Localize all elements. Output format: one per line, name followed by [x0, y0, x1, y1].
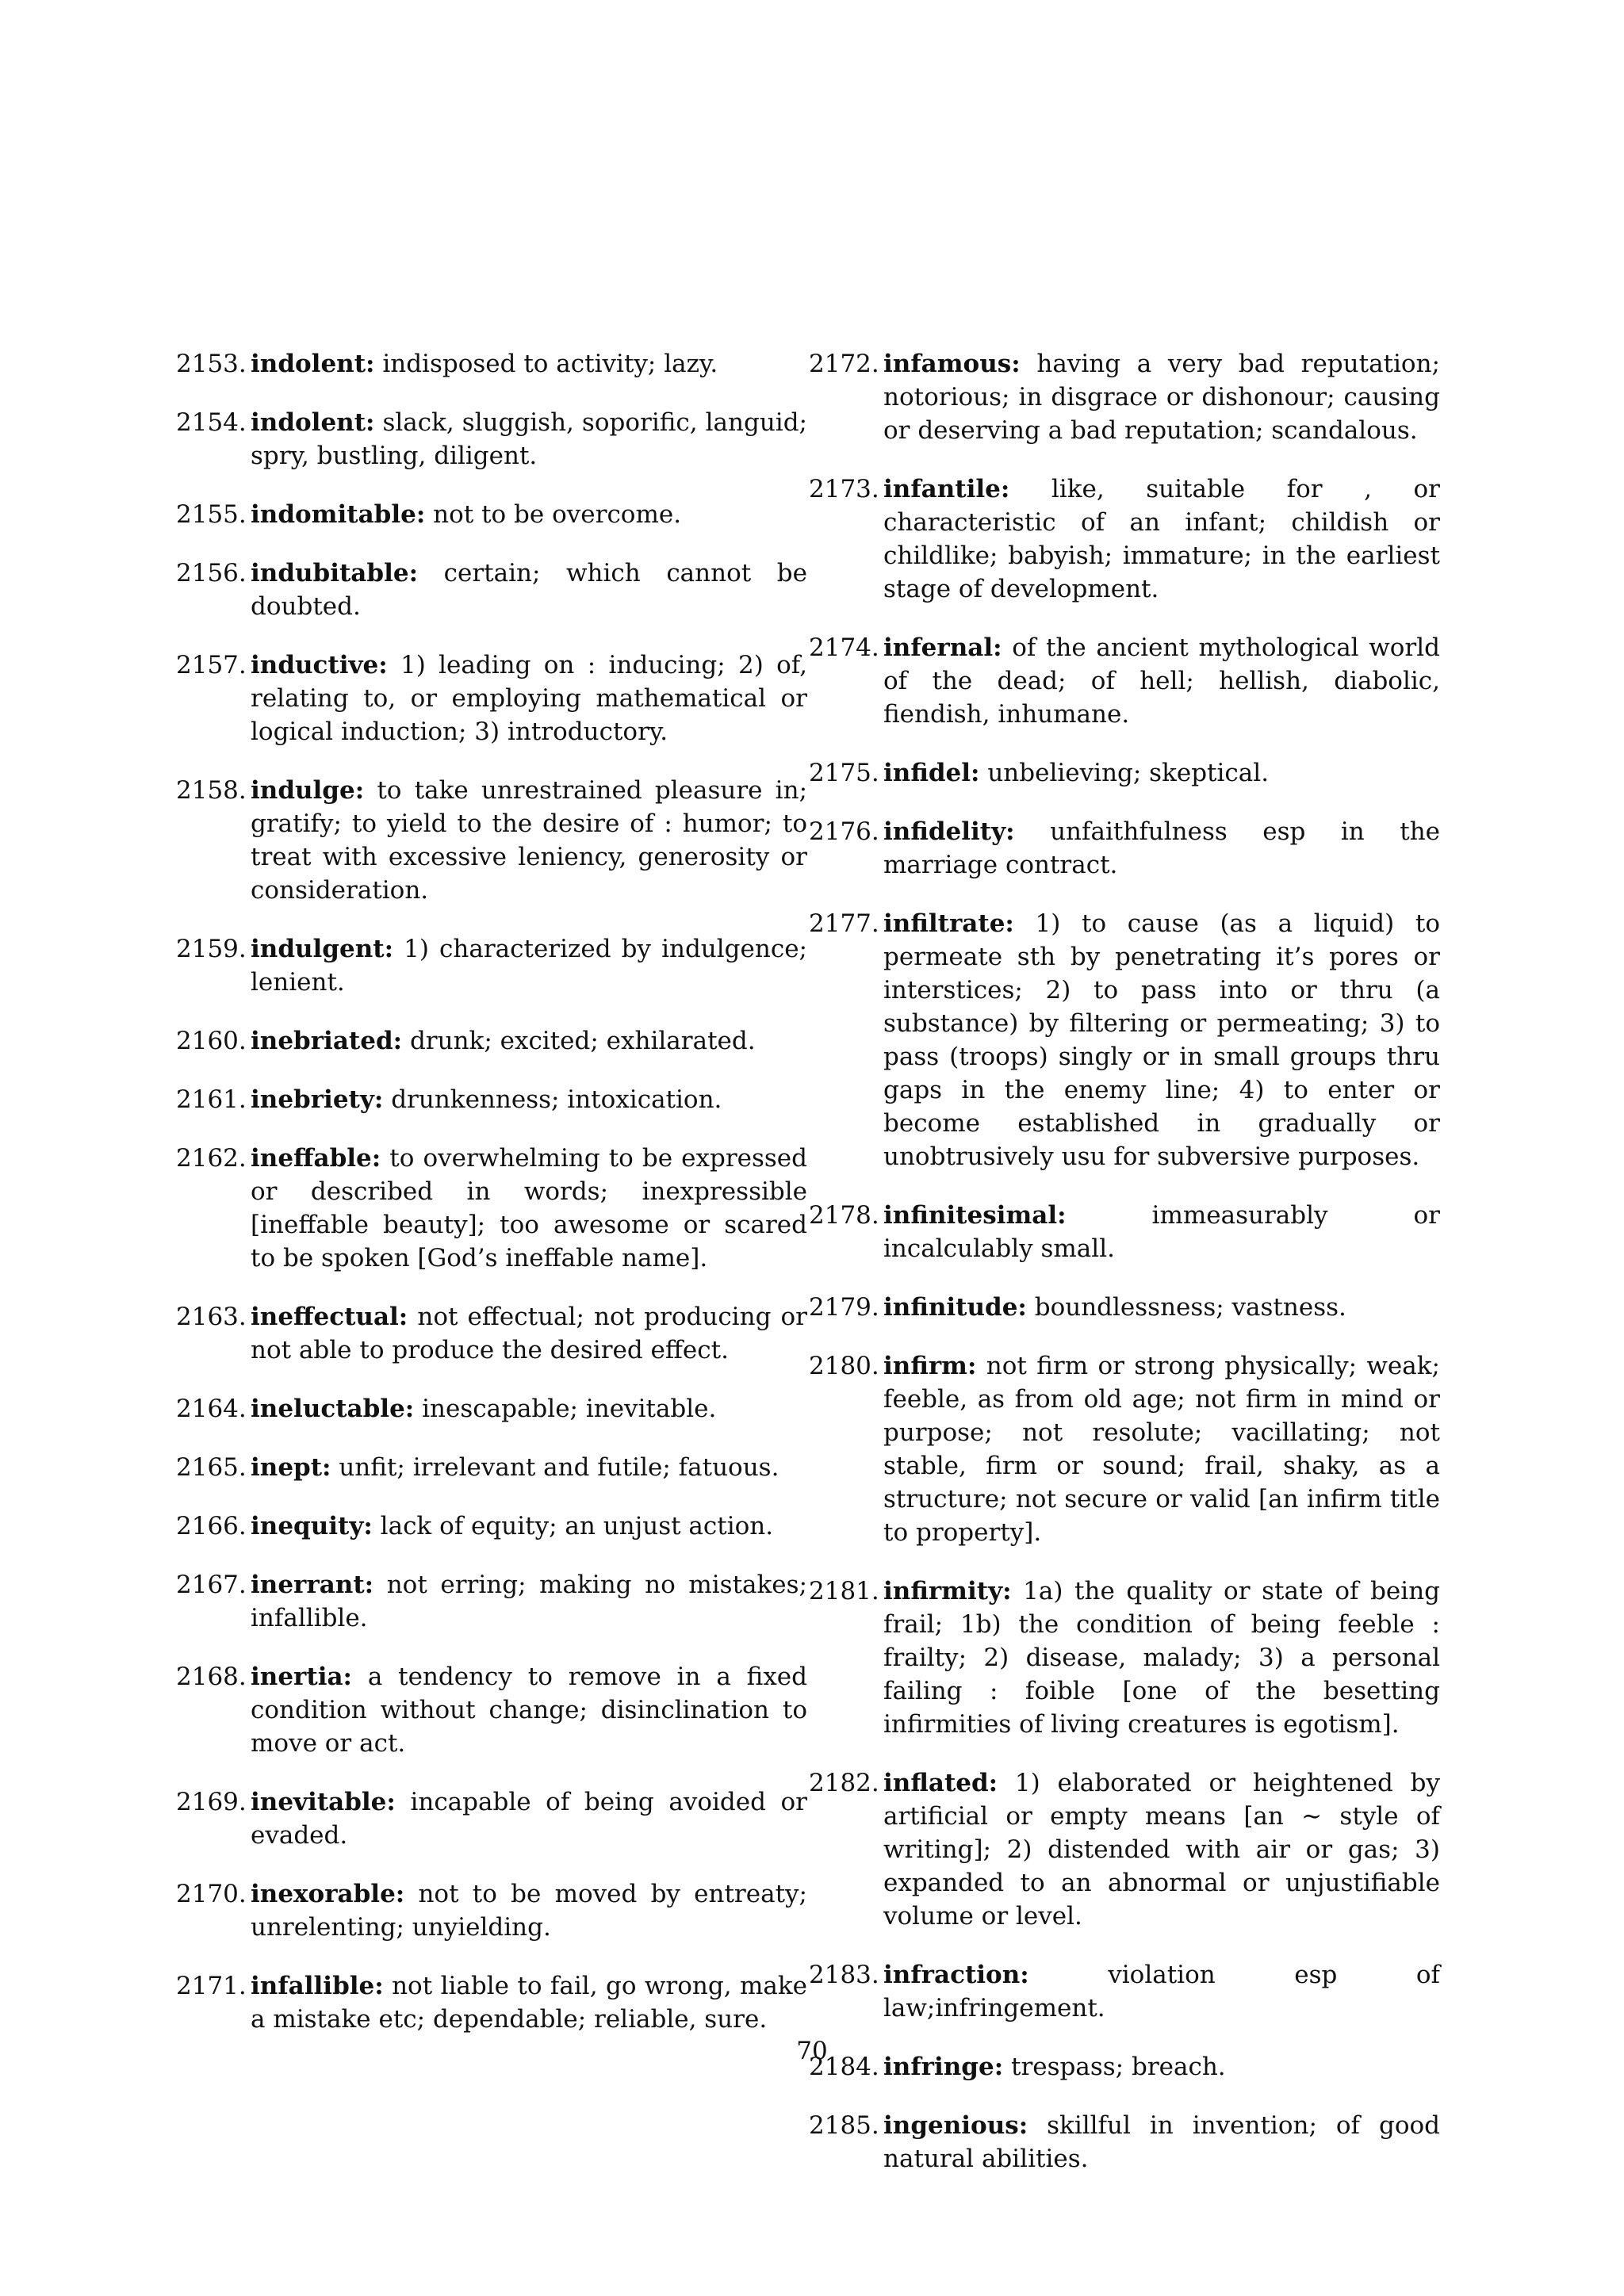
dictionary-entry	[176, 406, 807, 473]
entry-definition: to take unrestrained pleasure in; gratify; to yield to the desire of : humor; to treat with excessive leniency, generosity or consideration.	[251, 776, 808, 905]
entry-number: 2183.	[809, 1961, 879, 1989]
entry-term: ingenious:	[883, 2111, 1028, 2140]
dictionary-entry	[809, 1199, 1440, 1265]
entry-number: 2168.	[176, 1663, 247, 1691]
entry-term: infidelity:	[883, 817, 1015, 846]
entry-number: 2159.	[176, 935, 247, 963]
entry-number: 2154.	[176, 408, 247, 437]
entry-term: ineffable:	[251, 1144, 381, 1173]
entry-number: 2173.	[809, 475, 879, 503]
entry-term: indubitable:	[251, 559, 419, 587]
dictionary-entry	[176, 1510, 807, 1543]
entry-term: inept:	[251, 1453, 331, 1482]
entry-term: inevitable:	[251, 1788, 396, 1816]
entry-definition: of the ancient mythological world of the dead; of hell; hellish, diabolic, fiendish, inhumane.	[883, 633, 1440, 729]
entry-term: indomitable:	[251, 500, 426, 529]
entry-number: 2177.	[809, 909, 879, 938]
dictionary-entry	[176, 1300, 807, 1367]
entry-definition: 1) characterized by indulgence; lenient.	[251, 935, 807, 997]
entry-term: infallible:	[251, 1972, 384, 2000]
entry-number: 2153.	[176, 350, 247, 378]
entry-term: infantile:	[883, 475, 1010, 503]
entry-definition: slack, sluggish, soporific, languid; spry, bustling, diligent.	[251, 408, 807, 470]
entry-term: inebriated:	[251, 1027, 403, 1055]
dictionary-entry	[176, 932, 807, 999]
entry-definition: incapable of being avoided or evaded.	[251, 1788, 807, 1850]
entry-term: infamous:	[883, 350, 1021, 378]
page-number: 70	[796, 2037, 828, 2065]
entry-number: 2164.	[176, 1395, 247, 1423]
entry-term: inerrant:	[251, 1571, 374, 1599]
entry-definition: 1) leading on : inducing; 2) of, relating to, or employing mathematical or logical induction; 3) introductory.	[251, 651, 807, 746]
entry-number: 2176.	[809, 817, 879, 846]
dictionary-entry	[176, 1660, 807, 1760]
entry-number: 2178.	[809, 1201, 879, 1230]
entry-term: infringe:	[883, 2053, 1004, 2081]
entry-term: infidel:	[883, 759, 980, 787]
entry-term: inertia:	[251, 1663, 352, 1691]
entry-number: 2171.	[176, 1972, 247, 2000]
dictionary-entry	[809, 756, 1440, 790]
entry-definition: having a very bad reputation; notorious; in disgrace or dishonour; causing or deserving a bad reputation; scandalous.	[883, 350, 1440, 445]
entry-number: 2179.	[809, 1293, 879, 1322]
dictionary-entry	[809, 815, 1440, 882]
dictionary-entry	[809, 2109, 1440, 2175]
entry-term: infiltrate:	[883, 909, 1014, 938]
entry-definition: drunk; excited; exhilarated.	[409, 1027, 756, 1055]
entry-term: infirmity:	[883, 1577, 1012, 1605]
entry-definition: like, suitable for , or characteristic of an infant; childish or childlike; babyish; immature; in the earliest stage of development.	[883, 475, 1440, 603]
dictionary-entry	[176, 1568, 807, 1635]
dictionary-entry	[809, 631, 1440, 731]
entry-number: 2172.	[809, 350, 879, 378]
entry-term: infirm:	[883, 1352, 977, 1380]
entry-number: 2180.	[809, 1352, 879, 1380]
entry-number: 2169.	[176, 1788, 247, 1816]
entry-term: indulgent:	[251, 935, 394, 963]
entry-term: ineffectual:	[251, 1303, 408, 1331]
entry-number: 2160.	[176, 1027, 247, 1055]
dictionary-entry	[176, 1969, 807, 2036]
entry-definition: not liable to fail, go wrong, make a mistake etc; dependable; reliable, sure.	[251, 1972, 807, 2034]
dictionary-entry	[176, 557, 807, 623]
entry-number: 2170.	[176, 1880, 247, 1908]
entry-number: 2182.	[809, 1769, 879, 1797]
entry-number: 2175.	[809, 759, 879, 787]
dictionary-entry	[809, 347, 1440, 447]
entry-number: 2161.	[176, 1085, 247, 1114]
entry-definition: certain; which cannot be doubted.	[251, 559, 807, 621]
entry-term: indolent:	[251, 408, 375, 437]
entry-number: 2166.	[176, 1512, 247, 1540]
dictionary-entry	[809, 1575, 1440, 1741]
entry-term: indolent:	[251, 350, 375, 378]
dictionary-entry	[176, 1392, 807, 1425]
entry-term: infraction:	[883, 1961, 1029, 1989]
dictionary-entry	[176, 1785, 807, 1852]
entry-definition: violation esp of law;infringement.	[883, 1961, 1441, 2022]
entry-number: 2184.	[809, 2053, 879, 2081]
entry-definition: to overwhelming to be expressed or described in words; inexpressible [ineffable beauty]; too awesome or scared to be spoken [God’s ineffable name].	[251, 1144, 807, 1272]
entry-term: infinitude:	[883, 1293, 1027, 1322]
entry-definition: unfit; irrelevant and futile; fatuous.	[339, 1453, 779, 1482]
entry-number: 2155.	[176, 500, 247, 529]
dictionary-entry	[176, 1142, 807, 1275]
entry-definition: lack of equity; an unjust action.	[380, 1512, 774, 1540]
entry-term: inequity:	[251, 1512, 373, 1540]
entry-definition: not effectual; not producing or not able to produce the desired effect.	[251, 1303, 807, 1364]
left-column	[176, 347, 807, 2061]
entry-number: 2163.	[176, 1303, 247, 1331]
entry-definition: not firm or strong physically; weak; feeble, as from old age; not firm in mind or purpose; not resolute; vacillating; not stable, firm or sound; frail, shaky, as a structure; not secure or valid [an infirm title to property].	[883, 1352, 1440, 1547]
entry-term: inflated:	[883, 1769, 998, 1797]
entry-definition: trespass; breach.	[1011, 2053, 1226, 2081]
entry-definition: boundlessness; vastness.	[1034, 1293, 1346, 1322]
entry-number: 2157.	[176, 651, 247, 679]
entry-term: indulge:	[251, 776, 365, 805]
entry-term: inexorable:	[251, 1880, 405, 1908]
entry-term: infinitesimal:	[883, 1201, 1067, 1230]
dictionary-entry	[176, 1451, 807, 1484]
entry-number: 2158.	[176, 776, 247, 805]
entry-definition: drunkenness; intoxication.	[391, 1085, 722, 1114]
entry-number: 2162.	[176, 1144, 247, 1173]
entry-definition: a tendency to remove in a fixed condition without change; disinclination to move or act.	[251, 1663, 807, 1758]
dictionary-entry	[176, 1877, 807, 1944]
dictionary-entry	[809, 1291, 1440, 1324]
dictionary-entry	[176, 1083, 807, 1116]
entry-definition: 1) elaborated or heightened by artificial or empty means [an ∼ style of writing]; 2) distended with air or gas; 3) expanded to an abnormal or unjustifiable volume or level.	[883, 1769, 1440, 1931]
dictionary-entry	[176, 1024, 807, 1058]
entry-number: 2181.	[809, 1577, 879, 1605]
dictionary-entry	[176, 498, 807, 531]
dictionary-entry	[176, 649, 807, 748]
entry-definition: unbelieving; skeptical.	[987, 759, 1270, 787]
entry-number: 2185.	[809, 2111, 879, 2140]
entry-definition: not erring; making no mistakes; infallible.	[251, 1571, 808, 1632]
entry-definition: indisposed to activity; lazy.	[382, 350, 718, 378]
entry-definition: immeasurably or incalculably small.	[883, 1201, 1440, 1263]
dictionary-entry	[809, 1958, 1440, 2025]
entry-definition: inescapable; inevitable.	[422, 1395, 717, 1423]
right-column	[809, 347, 1440, 2201]
entry-definition: skillful in invention; of good natural abilities.	[883, 2111, 1441, 2173]
entry-number: 2156.	[176, 559, 247, 587]
dictionary-entry	[809, 1766, 1440, 1933]
entry-definition: not to be overcome.	[433, 500, 682, 529]
entry-definition: unfaithfulness esp in the marriage contract.	[883, 817, 1441, 879]
dictionary-entry	[809, 1349, 1440, 1549]
entry-definition: 1a) the quality or state of being frail; 1b) the condition of being feeble : frailty; 2) disease, malady; 3) a personal failing : foible [one of the besetting infirmities of living creatures is egotism].	[883, 1577, 1441, 1739]
entry-number: 2167.	[176, 1571, 247, 1599]
dictionary-entry	[176, 347, 807, 381]
entry-term: inebriety:	[251, 1085, 384, 1114]
dictionary-entry	[809, 907, 1440, 1173]
entry-term: inductive:	[251, 651, 388, 679]
entry-definition: not to be moved by entreaty; unrelenting; unyielding.	[251, 1880, 807, 1942]
entry-term: infernal:	[883, 633, 1002, 662]
entry-definition: 1) to cause (as a liquid) to permeate sth by penetrating it’s pores or interstices; 2) to pass into or thru (a substance) by filtering or permeating; 3) to pass (troops) singly or in small groups thru gaps in the enemy line; 4) to enter or become established in gradually or unobtrusively usu for subversive purposes.	[883, 909, 1440, 1171]
entry-number: 2165.	[176, 1453, 247, 1482]
entry-number: 2174.	[809, 633, 879, 662]
entry-term: ineluctable:	[251, 1395, 415, 1423]
dictionary-entry	[176, 774, 807, 907]
dictionary-entry	[809, 473, 1440, 606]
